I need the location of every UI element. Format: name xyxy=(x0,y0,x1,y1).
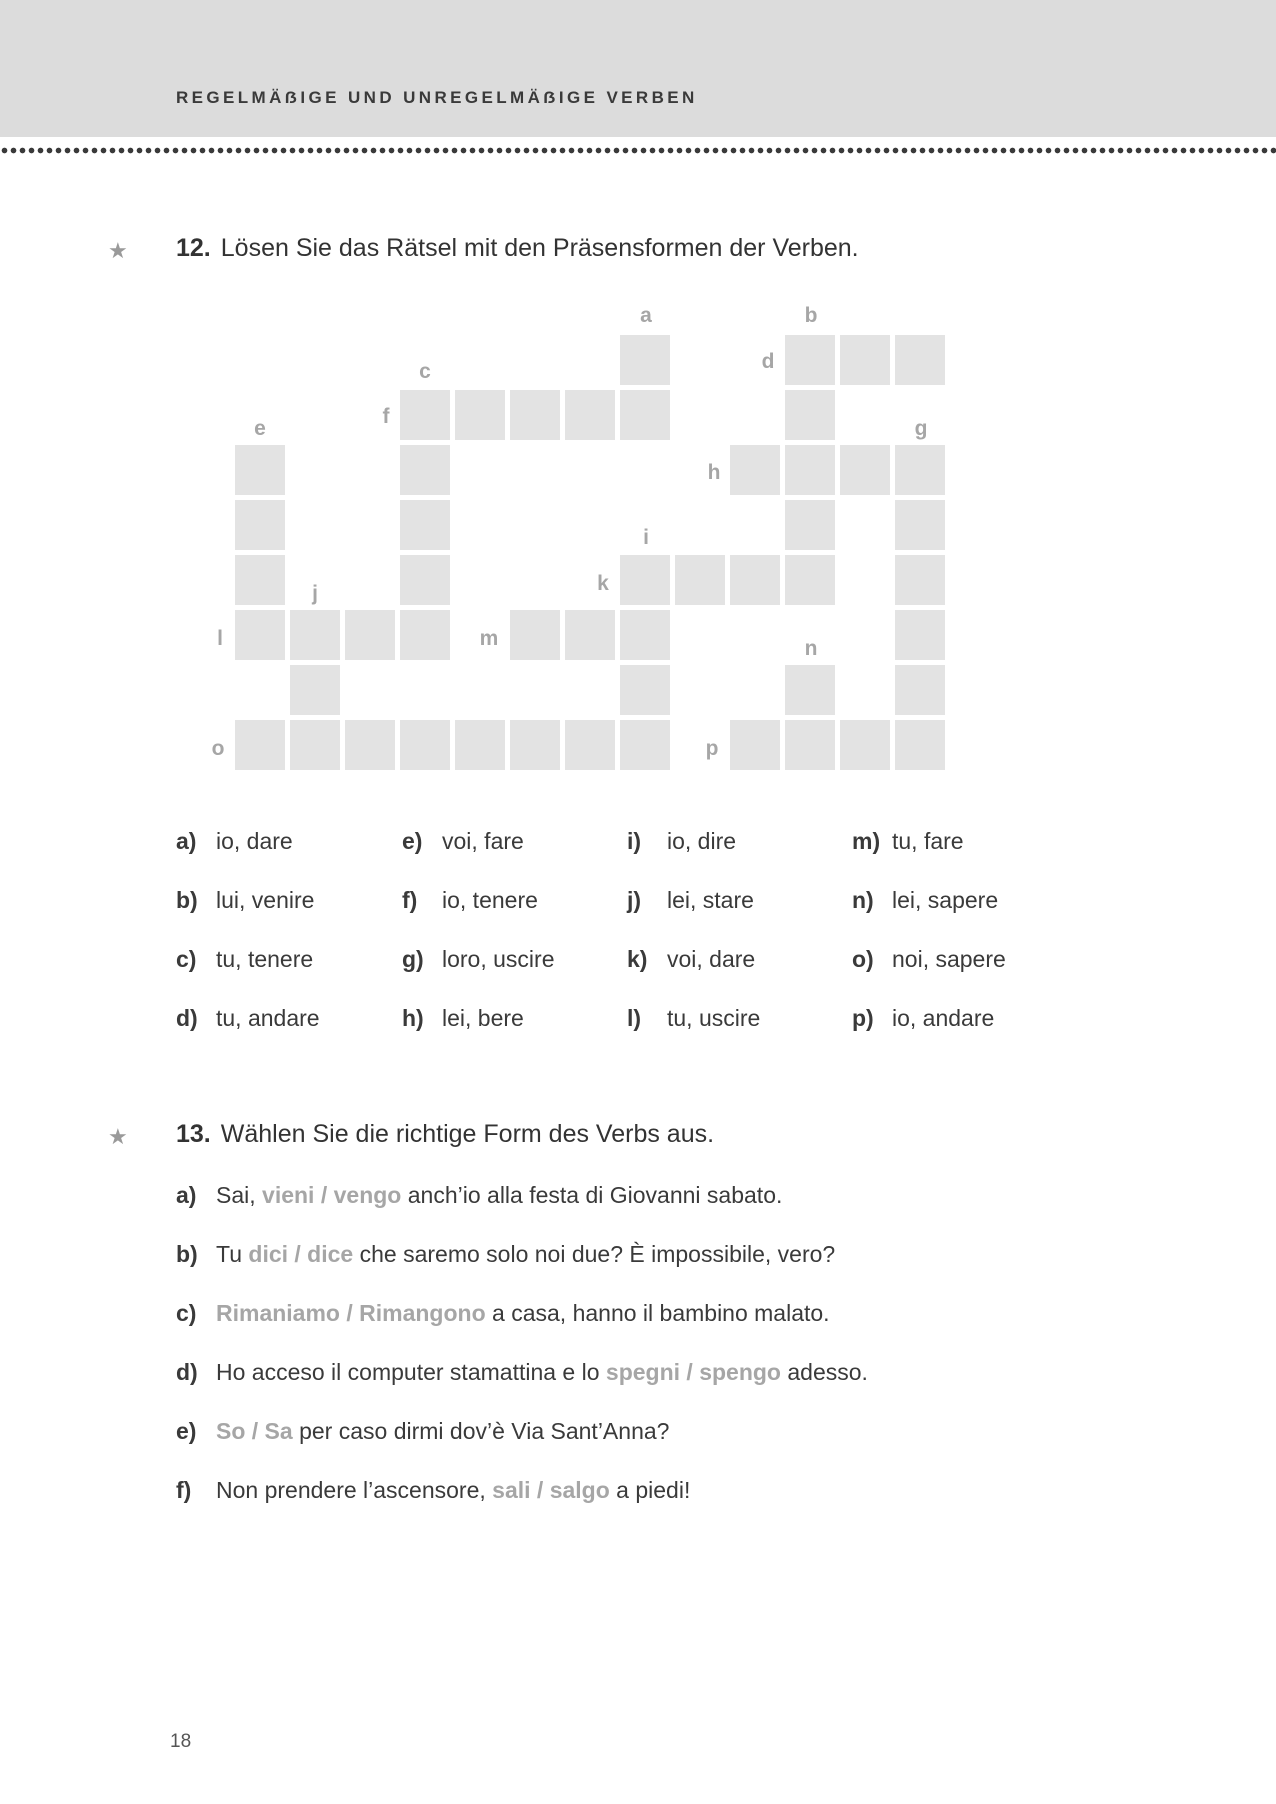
crossword-label-k: k xyxy=(597,572,609,595)
crossword-cell xyxy=(400,610,450,660)
crossword-cell xyxy=(895,610,945,660)
crossword-cell xyxy=(895,500,945,550)
verb-options: spegni / spengo xyxy=(605,1359,781,1385)
crossword-label-j: j xyxy=(312,582,318,605)
crossword-cell xyxy=(290,610,340,660)
crossword-label-p: p xyxy=(705,737,719,760)
crossword-cell xyxy=(730,555,780,605)
crossword-cell xyxy=(840,335,890,385)
sentence-b: b) Tu dici / dice che saremo solo noi due? È impossibile, vero? xyxy=(176,1241,836,1267)
crossword-label-d: d xyxy=(761,350,775,373)
crossword-label-a: a xyxy=(640,304,652,327)
clue-m: m) tu, fare xyxy=(852,828,964,854)
clue-d: d) tu, andare xyxy=(176,1005,320,1031)
exercise-instruction: Lösen Sie das Rätsel mit den Präsensformen der Verben. xyxy=(220,234,859,262)
clue-j: j) lei, stare xyxy=(627,887,754,913)
crossword-cell xyxy=(400,500,450,550)
exercise-instruction: Wählen Sie die richtige Form des Verbs aus. xyxy=(220,1120,715,1148)
difficulty-star-icon: ★ xyxy=(108,1124,128,1149)
crossword-cell xyxy=(620,665,670,715)
crossword-cell xyxy=(620,335,670,385)
crossword-cell xyxy=(785,555,835,605)
crossword-cell xyxy=(290,665,340,715)
sentence-d: d) Ho acceso il computer stamattina e lo spegni / spengo adesso. xyxy=(176,1359,868,1385)
crossword-cell xyxy=(620,610,670,660)
verb-options: So / Sa xyxy=(216,1418,293,1444)
exercise-12-title xyxy=(176,234,859,263)
header-band xyxy=(0,0,1276,137)
crossword-cell xyxy=(565,610,615,660)
page-header-title: REGELMÄẞIGE UND UNREGELMÄẞIGE VERBEN xyxy=(176,88,698,107)
exercise-13-title xyxy=(176,1120,714,1149)
crossword-cell xyxy=(730,445,780,495)
sentence-e: e) So / Sa per caso dirmi dov’è Via Sant’Anna? xyxy=(176,1418,670,1444)
crossword-cell xyxy=(895,555,945,605)
crossword-cell xyxy=(895,335,945,385)
crossword-cell xyxy=(620,555,670,605)
crossword-cell xyxy=(565,720,615,770)
crossword-label-h: h xyxy=(707,461,721,484)
clue-f: f) io, tenere xyxy=(402,887,538,913)
crossword-label-f: f xyxy=(382,405,390,428)
clue-p: p) io, andare xyxy=(852,1005,995,1031)
clue-o: o) noi, sapere xyxy=(852,946,1006,972)
crossword-cell xyxy=(455,390,505,440)
page-number: 18 xyxy=(170,1731,192,1752)
sentence-c: c) Rimaniamo / Rimangono a casa, hanno il bambino malato. xyxy=(176,1300,830,1326)
crossword-cell xyxy=(455,720,505,770)
crossword-cell xyxy=(290,720,340,770)
verb-options: vieni / vengo xyxy=(262,1182,402,1208)
crossword-label-l: l xyxy=(217,627,223,650)
crossword-cell xyxy=(345,610,395,660)
exercise-number: 13. xyxy=(176,1120,211,1148)
crossword-label-i: i xyxy=(643,526,649,549)
verb-options: sali / salgo xyxy=(492,1477,610,1503)
crossword-label-m: m xyxy=(479,627,499,650)
clue-c: c) tu, tenere xyxy=(176,946,314,972)
crossword-cell xyxy=(785,500,835,550)
crossword-label-c: c xyxy=(419,360,431,383)
crossword-cell xyxy=(895,445,945,495)
crossword-cell xyxy=(235,720,285,770)
crossword-cell xyxy=(235,445,285,495)
clue-g: g) loro, uscire xyxy=(402,946,555,972)
dotted-divider xyxy=(0,146,1276,158)
crossword-cell xyxy=(895,665,945,715)
crossword-cell xyxy=(510,720,560,770)
clue-e: e) voi, fare xyxy=(402,828,524,854)
crossword-label-b: b xyxy=(804,304,818,327)
crossword-cell xyxy=(345,720,395,770)
clue-b: b) lui, venire xyxy=(176,887,315,913)
clue-h: h) lei, bere xyxy=(402,1005,524,1031)
crossword-cell xyxy=(785,720,835,770)
crossword-cell xyxy=(235,555,285,605)
crossword-cell xyxy=(785,665,835,715)
crossword-cell xyxy=(235,500,285,550)
difficulty-star-icon: ★ xyxy=(108,238,128,263)
sentence-a: a) Sai, vieni / vengo anch’io alla festa di Giovanni sabato. xyxy=(176,1182,783,1208)
crossword-cell xyxy=(565,390,615,440)
crossword-label-e: e xyxy=(254,417,266,440)
clue-a: a) io, dare xyxy=(176,828,293,854)
crossword-cell xyxy=(840,720,890,770)
verb-options: Rimaniamo / Rimangono xyxy=(216,1300,486,1326)
crossword-cell xyxy=(510,390,560,440)
crossword-cell xyxy=(785,390,835,440)
clue-i: i) io, dire xyxy=(627,828,737,854)
crossword-cell xyxy=(620,720,670,770)
crossword-cell xyxy=(895,720,945,770)
crossword-cell xyxy=(235,610,285,660)
crossword-cell xyxy=(840,445,890,495)
crossword-cell xyxy=(730,720,780,770)
verb-options: dici / dice xyxy=(248,1241,354,1267)
crossword-cell xyxy=(400,555,450,605)
crossword-cell xyxy=(400,390,450,440)
clue-n: n) lei, sapere xyxy=(852,887,999,913)
crossword-cell xyxy=(675,555,725,605)
crossword-cell xyxy=(785,335,835,385)
crossword-label-o: o xyxy=(211,737,225,760)
crossword-label-n: n xyxy=(804,637,818,660)
crossword-cell xyxy=(400,445,450,495)
clue-k: k) voi, dare xyxy=(627,946,756,972)
crossword-cell xyxy=(785,445,835,495)
clue-l: l) tu, uscire xyxy=(627,1005,761,1031)
sentence-f: f) Non prendere l’ascensore, sali / salgo a piedi! xyxy=(176,1477,691,1503)
crossword-cell xyxy=(620,390,670,440)
crossword-cell xyxy=(400,720,450,770)
exercise-number: 12. xyxy=(176,234,211,262)
crossword-cell xyxy=(510,610,560,660)
crossword-label-g: g xyxy=(914,417,928,440)
